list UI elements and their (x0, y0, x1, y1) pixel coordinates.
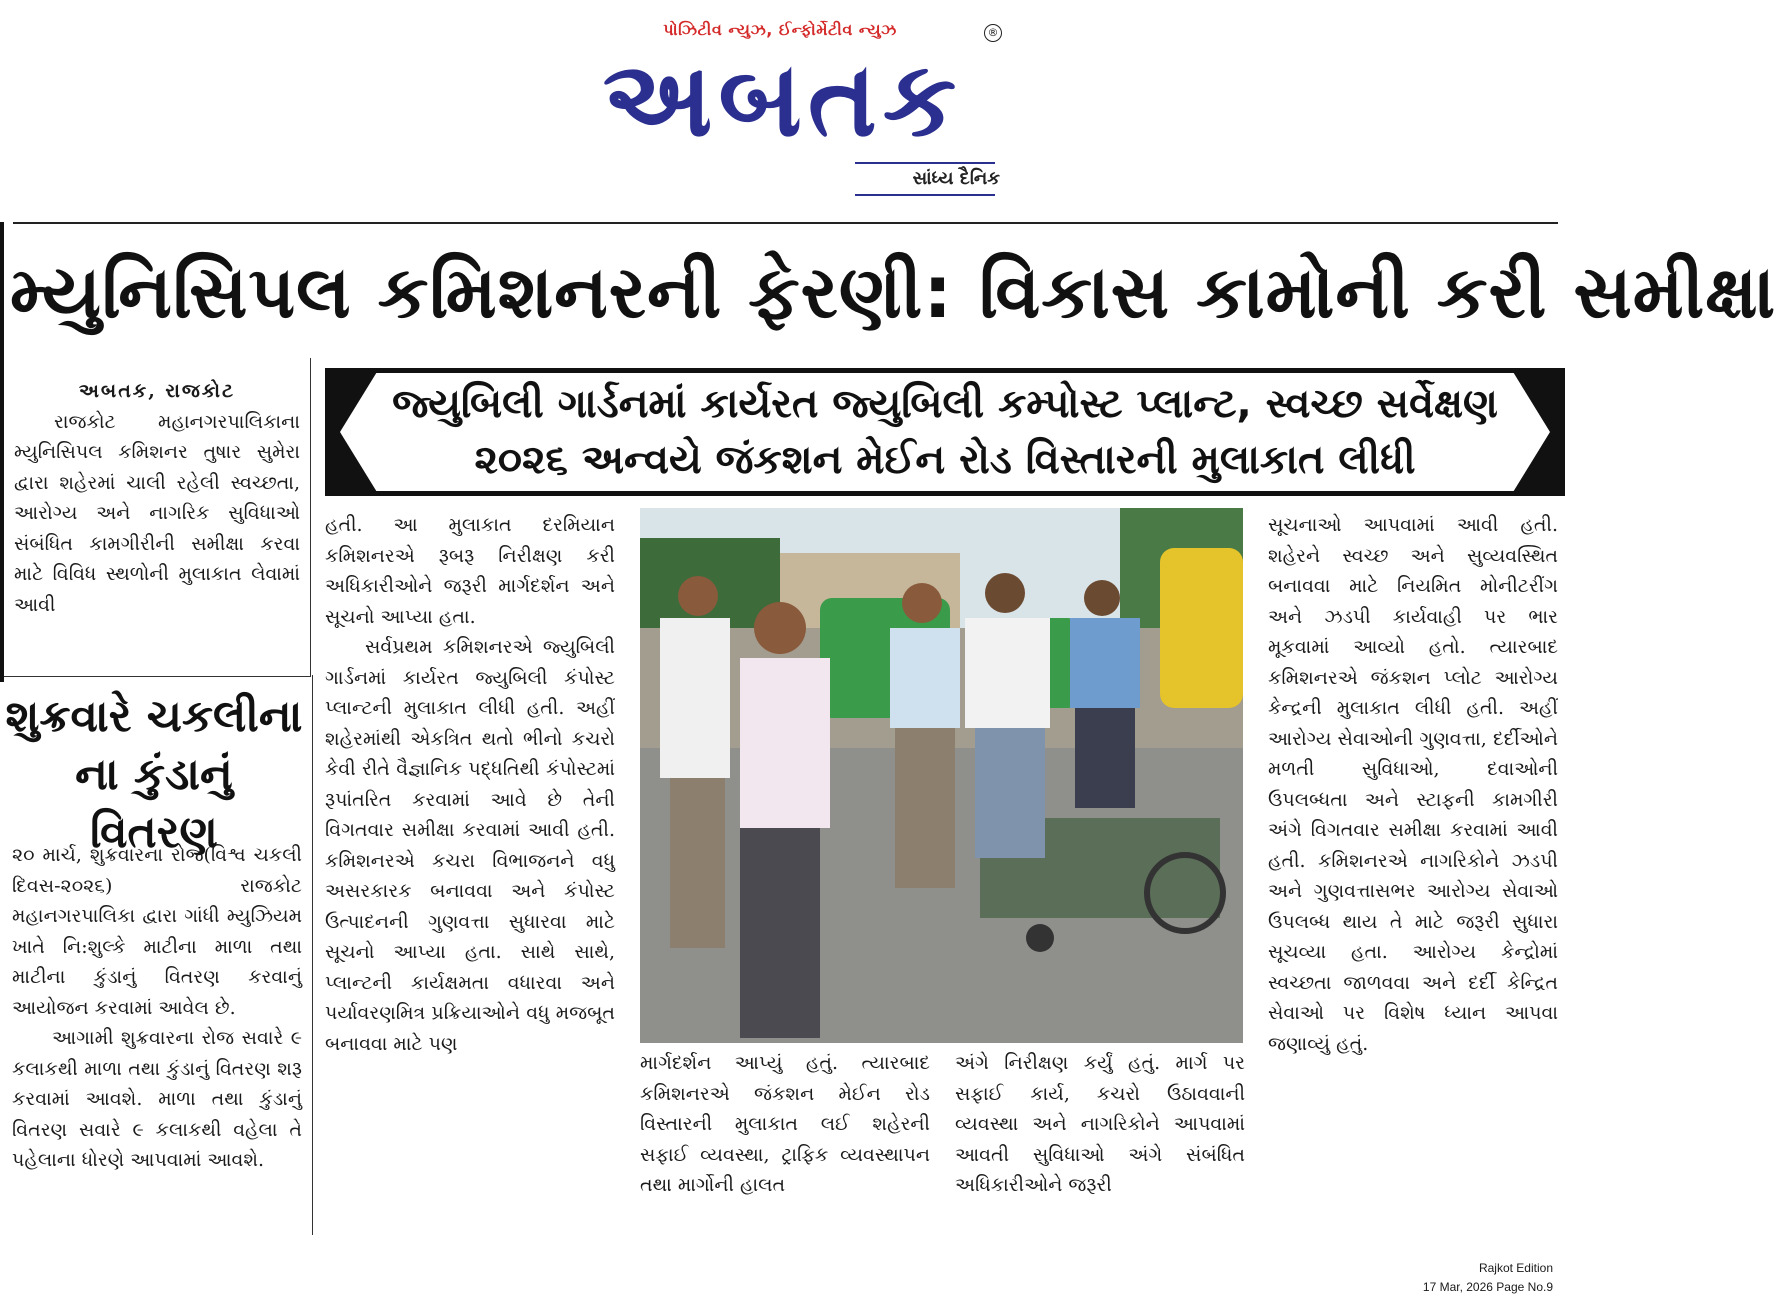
story2-headline-line-2: ના કુંડાનું વિતરણ (75, 749, 233, 858)
story1-column-2 (325, 510, 615, 1059)
story1-col5-text: સૂચનાઓ આપવામાં આવી હતી. શહેરને સ્વચ્છ અને સુવ્યવસ્થિત બનાવવા માટે નિયમિત મોનીટરીંગ અને ઝડપી કાર્યવાહી પર ભાર મૂકવામાં આવ્યો હતો. ત્યારબાદ કમિશનરએ જંકશન પ્લોટ આરોગ્ય કેન્દ્રની મુલાકાત લીધી હતી. અહીં આરોગ્ય સેવાઓની ગુણવત્તા, દર્દીઓને મળતી સુવિધાઓ, દવાઓની ઉપલબ્ધતા અને સ્ટાફની કામગીરી અંગે વિગતવાર સમીક્ષા કરવામાં આવી હતી. કમિશનરએ નાગરિકોને ઝડપી અને ગુણવત્તાસભર આરોગ્ય સેવાઓ ઉપલબ્ધ થાય તે માટે જરૂરી સુધારા સૂચવ્યા હતા. આરોગ્ય કેન્દ્રોમાં સ્વચ્છતા જાળવવા અને દર્દી કેન્દ્રિત સેવાઓ પર વિશેષ ધ્યાન આપવા જણાવ્યું હતું. (1268, 514, 1558, 1055)
main-headline: મ્યુનિસિપલ કમિશનરની ફેરણી: વિકાસ કામોની કરી સમીક્ષા (10, 250, 1776, 334)
masthead (560, 14, 1010, 204)
story1-col4-text: અંગે નિરીક્ષણ કર્યું હતું. માર્ગ પર સફાઈ કાર્ય, કચરો ઉઠાવવાની વ્યવસ્થા અને નાગરિકોને આપવામાં આવતી સુવિધાઓ અંગે સંબંધિત અધિકારીઓને જરૂરી (955, 1052, 1245, 1196)
story1-col2-para1: હતી. આ મુલાકાત દરમિયાન કમિશનરએ રૂબરૂ નિરીક્ષણ કરી અધિકારીઓને જરૂરી માર્ગદર્શન અને સૂચનો આપ્યા હતા. (325, 514, 615, 628)
story1-column-3 (640, 1048, 930, 1201)
story2-headline (4, 688, 304, 862)
subhead-line-1: જ્યુબિલી ગાર્ડનમાં કાર્યરત જ્યુબિલી કમ્પોસ્ટ પ્લાન્ટ, સ્વચ્છ સર્વેક્ષણ (392, 381, 1498, 427)
registered-mark: ® (984, 24, 1002, 42)
headline-rule (13, 222, 1558, 224)
subhead (350, 376, 1540, 488)
story1-column-1 (14, 376, 300, 620)
date-page-label: 17 Mar, 2026 Page No.9 (1422, 1280, 1553, 1294)
brand-divider (855, 162, 995, 164)
photo-illustration (640, 508, 1243, 1043)
story2-body (12, 840, 302, 1176)
brand-subtitle: સાંધ્ય દૈનિક (912, 168, 1000, 189)
story1-column-5 (1268, 510, 1558, 1059)
story2-para-2: આગામી શુક્રવારના રોજ સવારે ૯ કલાકથી માળા તથા કુંડાનું વિતરણ શરૂ કરવામાં આવશે. માળા તથા કુંડાનું વિતરણ સવારે ૯ કલાકથી વહેલા તે પહેલાના ધોરણે આપવામાં આવશે. (12, 1027, 302, 1171)
masthead-tagline: પોઝિટીવ ન્યુઝ, ઈન્ફોર્મેટીવ ન્યુઝ (663, 20, 897, 39)
brand-logo: અબતક (602, 38, 963, 160)
story1-col1-text: રાજકોટ મહાનગરપાલિકાના મ્યુનિસિપલ કમિશનર તુષાર સુમેરા દ્વારા શહેરમાં ચાલી રહેલી સ્વચ્છતા, આરોગ્ય અને નાગરિક સુવિધાઓ સંબંધિત કામગીરીની સમીક્ષા કરવા માટે વિવિધ સ્થળોની મુલાકાત લેવામાં આવી (14, 410, 300, 616)
story1-col2-para2: સર્વપ્રથમ કમિશનરએ જ્યુબિલી ગાર્ડનમાં કાર્યરત જ્યુબિલી કંપોસ્ટ પ્લાન્ટની મુલાકાત લીધી હતી. અહીં શહેરમાંથી એકત્રિત થતો ભીનો કચરો કેવી રીતે વૈજ્ઞાનિક પદ્ધતિથી કંપોસ્ટમાં રૂપાંતરિત કરવામાં આવે છે તેની વિગતવાર સમીક્ષા કરવામાં આવી હતી. કમિશનરએ કચરા વિભાજનને વધુ અસરકારક બનાવવા અને કંપોસ્ટ ઉત્પાદનની ગુણવત્તા સુધારવા માટે સૂચનો આપ્યા હતા. સાથે સાથે, પ્લાન્ટની કાર્યક્ષમતા વધારવા અને પર્યાવરણમિત્ર પ્રક્રિયાઓને વધુ મજબૂત બનાવવા માટે પણ (325, 636, 615, 1055)
story1-column-4 (955, 1048, 1245, 1201)
story1-col3-text: માર્ગદર્શન આપ્યું હતું. ત્યારબાદ કમિશનરએ જંકશન મેઈન રોડ વિસ્તારની મુલાકાત લઈ શહેરની સફાઈ વ્યવસ્થા, ટ્રાફિક વ્યવસ્થાપન તથા માર્ગોની હાલત (640, 1052, 930, 1196)
story2-para-1: ૨૦ માર્ચ, શુક્રવારના રોજ(વિશ્વ ચકલી દિવસ-૨૦૨૬) રાજકોટ મહાનગરપાલિકા દ્વારા ગાંધી મ્યુઝિયમ ખાતે નિ:શુલ્કે માટીના માળા તથા માટીના કુંડાનું વિતરણ કરવાનું આયોજન કરવામાં આવેલ છે. (12, 844, 302, 1019)
dateline: અબતક, રાજકોટ (78, 380, 236, 402)
news-photo (640, 508, 1243, 1043)
brand-divider-bottom (855, 194, 995, 196)
subhead-line-2: ૨૦૨૬ અન્વયે જંકશન મેઈન રોડ વિસ્તારની મુલાકાત લીધી (474, 437, 1416, 483)
edition-label: Rajkot Edition (1478, 1261, 1553, 1275)
story2-headline-line-1: શુક્રવારે ચકલીના (5, 691, 303, 742)
